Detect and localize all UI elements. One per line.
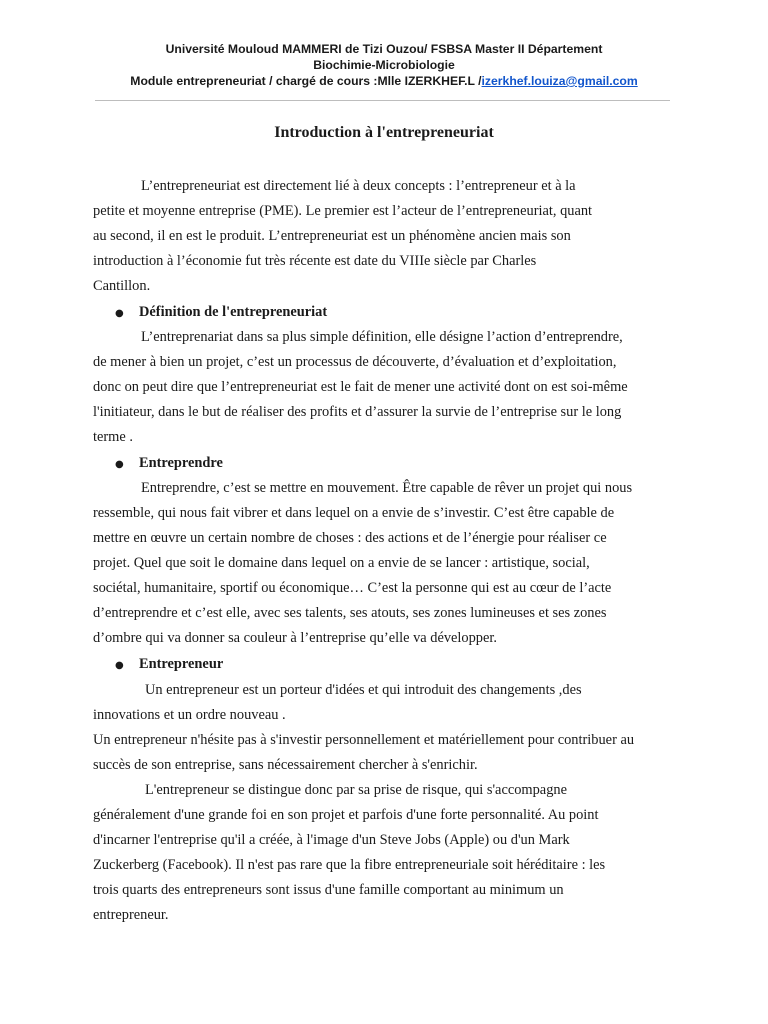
section-heading-text: Entreprendre <box>139 455 223 471</box>
section-line: Zuckerberg (Facebook). Il n'est pas rare que la fibre entrepreneuriale soit héréditaire : les <box>93 857 606 873</box>
document-header <box>0 41 768 89</box>
intro-line: au second, il en est le produit. L’entrepreneuriat est un phénomène ancien mais son <box>93 228 571 244</box>
section-heading-definition <box>115 303 327 323</box>
header-module <box>0 73 768 89</box>
section-heading-text: Entrepreneur <box>139 656 224 672</box>
section-line: d’entreprendre et c’est elle, avec ses talents, ses atouts, ses zones lumineuses et ses zones <box>93 605 607 621</box>
section-line: projet. Quel que soit le domaine dans lequel on a envie de se lancer : artistique, social, <box>93 555 590 571</box>
section-line: ressemble, qui nous fait vibrer et dans lequel on a envie de s’investir. C’est être capable de <box>93 505 615 521</box>
header-module-text: Module entrepreneuriat / chargé de cours :Mlle IZERKHEF.L / <box>130 74 482 88</box>
bullet-icon: ● <box>115 660 124 671</box>
section-line: de mener à bien un projet, c’est un processus de découverte, d’évaluation et d’exploitation, <box>93 354 617 370</box>
page-title: Introduction à l'entrepreneuriat <box>274 124 494 141</box>
section-line: innovations et un ordre nouveau . <box>93 707 286 723</box>
email-link[interactable]: izerkhef.louiza@gmail.com <box>481 74 638 88</box>
header-institution: Université Mouloud MAMMERI de Tizi Ouzou/ FSBSA Master II Département <box>165 42 603 56</box>
section-line: succès de son entreprise, sans nécessairement chercher à s'enrichir. <box>93 757 478 773</box>
header-department: Biochimie-Microbiologie <box>313 58 455 72</box>
section-line: trois quarts des entrepreneurs sont issus d'une famille comportant au minimum un <box>93 882 564 898</box>
intro-line: introduction à l’économie fut très récente est date du VIIIe siècle par Charles <box>93 253 537 269</box>
section-line: L’entreprenariat dans sa plus simple définition, elle désigne l’action d’entreprendre, <box>141 329 623 345</box>
section-line: d’ombre qui va donner sa couleur à l’entreprise qu’elle va développer. <box>93 630 497 646</box>
section-heading-text: Définition de l'entrepreneuriat <box>139 304 328 320</box>
section-heading-entreprendre <box>115 454 223 474</box>
intro-line: L’entrepreneuriat est directement lié à deux concepts : l’entrepreneur et à la <box>141 178 576 194</box>
section-line: sociétal, humanitaire, sportif ou économique… C’est la personne qui est au cœur de l’acte <box>93 580 612 596</box>
header-divider <box>95 100 670 101</box>
section-line: L'entrepreneur se distingue donc par sa prise de risque, qui s'accompagne <box>145 782 567 798</box>
intro-line: petite et moyenne entreprise (PME). Le premier est l’acteur de l’entrepreneuriat, quant <box>93 203 593 219</box>
section-heading-entrepreneur <box>115 655 223 675</box>
section-line: mettre en œuvre un certain nombre de choses : des actions et de l’énergie pour réaliser ce <box>93 530 607 546</box>
section-line: Entreprendre, c’est se mettre en mouvement. Être capable de rêver un projet qui nous <box>141 480 633 496</box>
bullet-icon: ● <box>115 308 124 319</box>
section-line: Un entrepreneur n'hésite pas à s'investir personnellement et matériellement pour contribuer au <box>93 732 635 748</box>
intro-line: Cantillon. <box>93 278 151 294</box>
section-line: terme . <box>93 429 133 445</box>
section-line: entrepreneur. <box>93 907 169 923</box>
section-line: d'incarner l'entreprise qu'il a créée, à l'image d'un Steve Jobs (Apple) ou d'un Mark <box>93 832 570 848</box>
section-line: l'initiateur, dans le but de réaliser des profits et d’assurer la survie de l’entreprise sur le long <box>93 404 622 420</box>
section-line: Un entrepreneur est un porteur d'idées et qui introduit des changements ,des <box>145 682 582 698</box>
bullet-icon: ● <box>115 459 124 470</box>
section-line: donc on peut dire que l’entrepreneuriat est le fait de mener une activité dont on est soi-même <box>93 379 628 395</box>
section-line: généralement d'une grande foi en son projet et parfois d'une forte personnalité. Au point <box>93 807 599 823</box>
